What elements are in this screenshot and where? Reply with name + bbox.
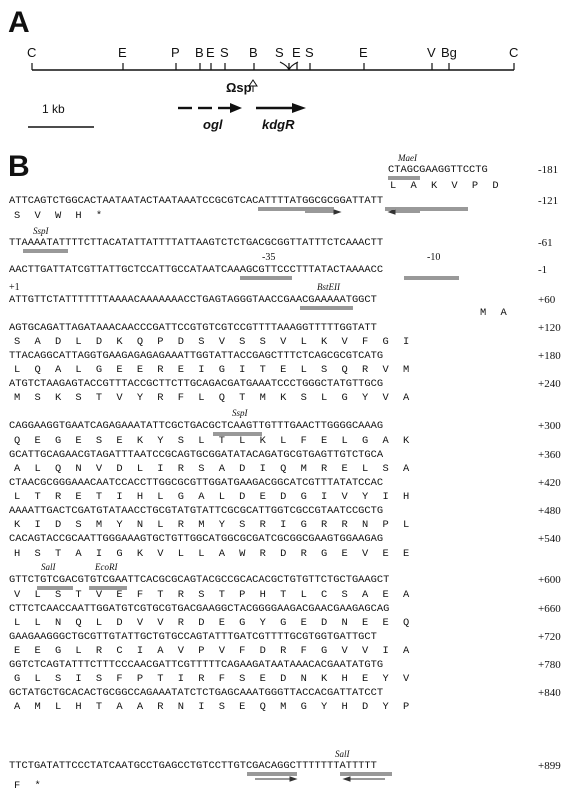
enzyme-label-bsteii: BstEII bbox=[317, 282, 340, 292]
sequence-line: ATTCAGTCTGGCACTAATAATACTAATAAATCCGCGTCACATTTTATGGCGCGGATTATT bbox=[9, 195, 384, 207]
sequence-line: CTAGCGAAGGTTCCTG bbox=[388, 164, 488, 176]
site-label: E bbox=[118, 45, 127, 60]
aa-line: L L N Q L D V V R D E G Y G E D N E E Q bbox=[14, 617, 410, 629]
position-number: +420 bbox=[538, 477, 561, 489]
site-label: S bbox=[305, 45, 314, 60]
position-number: +660 bbox=[538, 603, 561, 615]
gene-ogl-label: ogl bbox=[203, 117, 223, 132]
sequence-line: AAAATTGACTCGATGTATAACCTGCGTATGTATTCGCGCATTGGTCGCCGTAATCCGCTG bbox=[9, 505, 384, 517]
position-number: +480 bbox=[538, 505, 561, 517]
sequence-line: GTTCTGTCGACGTGTCGAATTCACGCGCAGTACGCCGCACACGCTGTGTTCTGCTGAAGCT bbox=[9, 574, 390, 586]
aa-line: S V W H * bbox=[14, 210, 103, 222]
scale-label: 1 kb bbox=[42, 102, 65, 116]
aa-line: V L S T V E F T R S T P H T L C S A E A bbox=[14, 589, 410, 601]
site-label: E bbox=[359, 45, 368, 60]
panel-b-label: B bbox=[8, 150, 30, 183]
enzyme-label-ecori: EcoRI bbox=[95, 562, 118, 572]
aa-line: M A bbox=[480, 307, 507, 319]
site-label: C bbox=[27, 45, 37, 60]
site-ticks bbox=[32, 62, 514, 70]
site-label: S bbox=[275, 45, 284, 60]
position-number: -1 bbox=[538, 264, 548, 276]
position-number: +899 bbox=[538, 760, 561, 772]
enzyme-label-sali: SalI bbox=[335, 749, 350, 759]
aa-line: M S K S T V Y R F L Q T M K S L G Y V A bbox=[14, 392, 410, 404]
aa-line: E E G L R C I A V P V F D R F G V V I A bbox=[14, 645, 410, 657]
aa-line: Q E G E S E K Y S L T L K L F E L G A K bbox=[14, 435, 410, 447]
panel-a-label: A bbox=[8, 6, 30, 39]
site-label: Bg bbox=[441, 45, 457, 60]
sequence-line: AGTGCAGATTAGATAAACAACCCGATTCCGTGTCGTCCGTTTTAAAGGTTTTTGGTATT bbox=[9, 322, 377, 334]
sequence-line: CAGGAAGGTGAATCAGAGAAATATTCGCTGACGCTCAAGTTGTTTGAACTTGGGGCAAAG bbox=[9, 420, 384, 432]
position-number: -121 bbox=[538, 195, 559, 207]
sequence-line: GGTCTCAGTATTTCTTTCCCAACGATTCGTTTTTCAGAAGATAATAAACACGAATATGTG bbox=[9, 659, 384, 671]
site-label: S bbox=[220, 45, 229, 60]
sequence-line: ATGTCTAAGAGTACCGTTTACCGCTTCTTGCAGACGATGAAATCCCTGGGCTATGTTGCG bbox=[9, 378, 384, 390]
position-number: +120 bbox=[538, 322, 561, 334]
site-label: B bbox=[249, 45, 258, 60]
aa-line: K I D S M Y N L R M Y S R I G R R N P L bbox=[14, 519, 410, 531]
position-number: +840 bbox=[538, 687, 561, 699]
sequence-line: AACTTGATTATCGTTATTGCTCCATTGCCATAATCAAAGCGTTCCCTTTATACTAAAACC bbox=[9, 264, 384, 276]
position-number: +240 bbox=[538, 378, 561, 390]
ogl-arrow bbox=[178, 103, 242, 113]
aa-line: A M L H T A A R N I S E Q M G Y H D Y P bbox=[14, 701, 410, 713]
sequence-line: CACAGTACCGCAATTGGGAAAGTGCTGTTGGCATGGCGCGATCGCGGCGAAGTGGAAGAG bbox=[9, 533, 384, 545]
site-label: B bbox=[195, 45, 204, 60]
sequence-line: GCTATGCTGCACACTGCGGCCAGAAATATCTCTGAGCAAATGGGTTACCACGATTATCCT bbox=[9, 687, 384, 699]
minus35-label: -35 bbox=[262, 252, 276, 263]
enzyme-label-sspi: SspI bbox=[33, 226, 49, 236]
position-number: +540 bbox=[538, 533, 561, 545]
site-label: E bbox=[292, 45, 301, 60]
minus10-label: -10 bbox=[427, 252, 441, 263]
position-number: +300 bbox=[538, 420, 561, 432]
aa-line: L Q A L G E E R E I G I T E L S Q R V M bbox=[14, 364, 410, 376]
sequence-line: ATTGTTCTATTTTTTTAAAACAAAAAAACCTGAGTAGGGTAACCGAACGAAAAATGGCT bbox=[9, 294, 377, 306]
aa-line: S A D L D K Q P D S V S S V L K V F G I bbox=[14, 336, 410, 348]
enzyme-label-sspi: SspI bbox=[232, 408, 248, 418]
sequence-line: CTAACGCGGGAAACAATCCACCTTGGCGCGTTGGATGAAGACGGCATCGTTTATATCCAC bbox=[9, 477, 384, 489]
position-number: +600 bbox=[538, 574, 561, 586]
position-number: +720 bbox=[538, 631, 561, 643]
sequence-line: TTCTGATATTCCCTATCAATGCCTGAGCCTGTCCTTGTCGACAGGCTTTTTTTATTTTT bbox=[9, 760, 377, 772]
position-number: -181 bbox=[538, 164, 559, 176]
position-number: -61 bbox=[538, 237, 553, 249]
position-number: +180 bbox=[538, 350, 561, 362]
aa-line: G L S I S F P T I R F S E D N K H E Y V bbox=[14, 673, 410, 685]
site-label: C bbox=[509, 45, 519, 60]
sequence-line: GCATTGCAGAACGTAGATTTAATCCGCAGTGCGGATATACAGATGCGTGAGTTGTCTGCA bbox=[9, 449, 384, 461]
sequence-line: TTAAAATATTTTCTTACATATTATTTTATTAAGTCTCTGACGCGGTTATTTCTCAAACTT bbox=[9, 237, 384, 249]
enzyme-label-sali: SalI bbox=[41, 562, 56, 572]
omega-label: Ωsp bbox=[226, 80, 252, 95]
aa-line: L A K V P D bbox=[390, 180, 499, 192]
plus1-label: +1 bbox=[9, 282, 20, 293]
position-number: +780 bbox=[538, 659, 561, 671]
aa-line: F * bbox=[14, 780, 41, 792]
sequence-line: CTTCTCAACCAATTGGATGTCGTGCGTGACGAAGGCTACGGGGAAGACGAACGAAGAGCAG bbox=[9, 603, 390, 615]
aa-line: L T R E T I H L G A L D E D G I V Y I H bbox=[14, 491, 410, 503]
site-label: V bbox=[427, 45, 436, 60]
position-number: +360 bbox=[538, 449, 561, 461]
aa-line: H S T A I G K V L L A W R D R G E V E E bbox=[14, 548, 410, 560]
kdgR-arrow bbox=[256, 103, 306, 113]
site-label: E bbox=[206, 45, 215, 60]
sequence-line: TTACAGGCATTAGGTGAAGAGAGAGAAATTGGTATTACCGAGCTTTCTCAGCGCGTCATG bbox=[9, 350, 384, 362]
sequence-line: GAAGAAGGGCTGCGTTGTATTGCTGTGCCAGTATTTGATCGTTTTGCGTGGTGATTGCT bbox=[9, 631, 377, 643]
aa-line: A L Q N V D L I R S A D I Q M R E L S A bbox=[14, 463, 410, 475]
enzyme-label-mael: MaeI bbox=[398, 153, 417, 163]
position-number: +60 bbox=[538, 294, 556, 306]
site-label: P bbox=[171, 45, 180, 60]
gene-kdgR-label: kdgR bbox=[262, 117, 295, 132]
